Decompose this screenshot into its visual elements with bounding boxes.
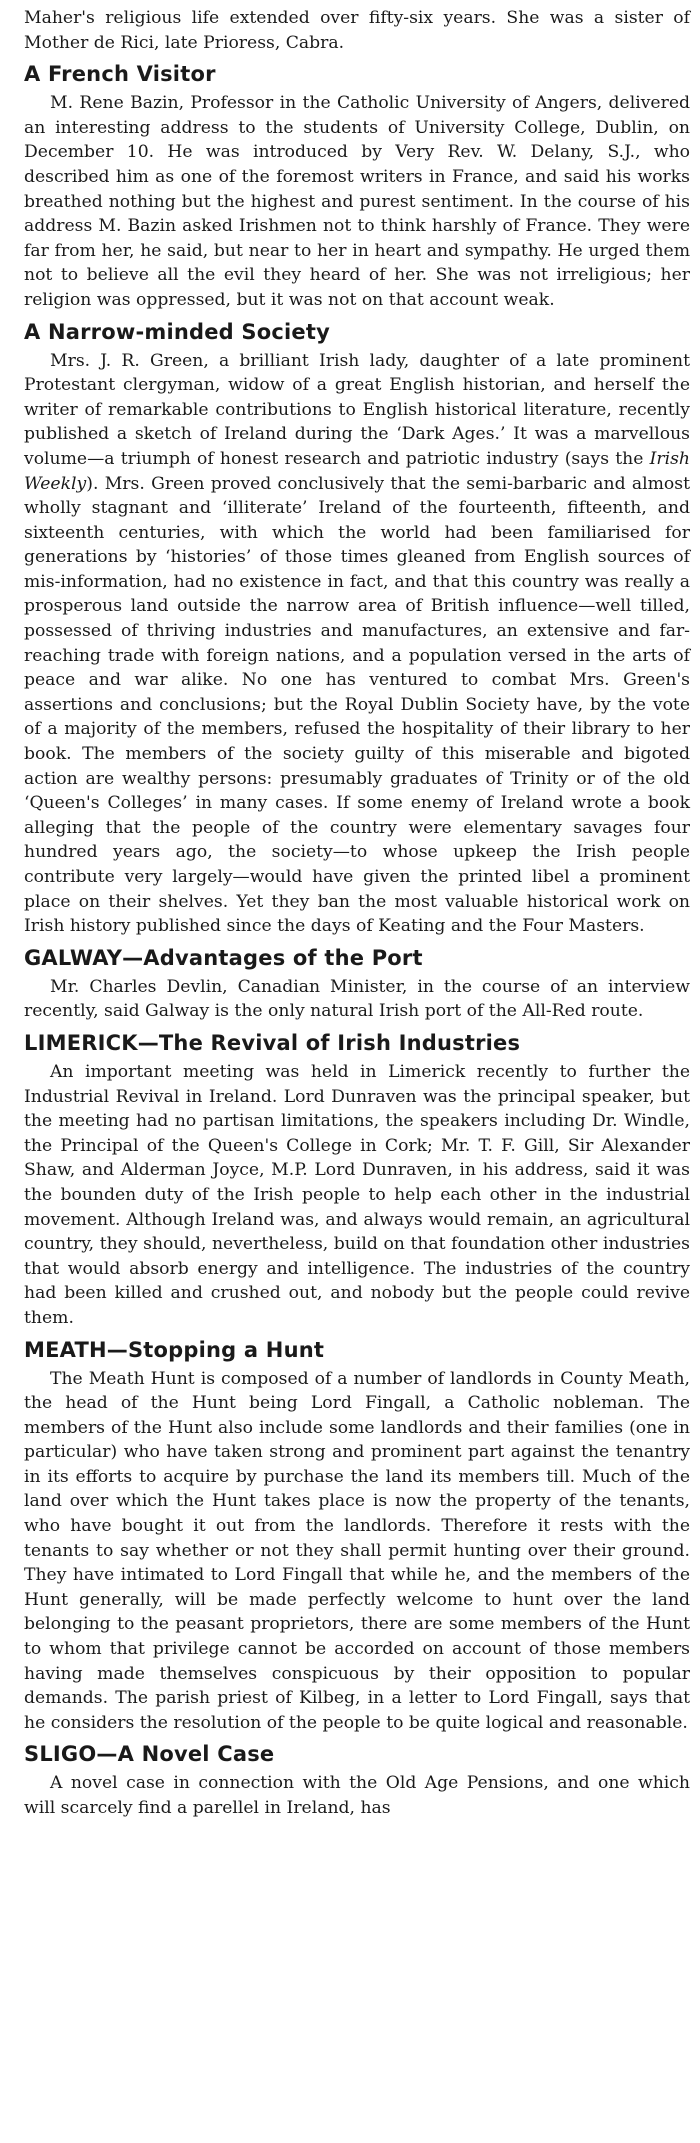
- section-narrow-minded-society: [24, 319, 690, 939]
- section-galway: [24, 945, 690, 1024]
- section-heading: A Narrow-minded Society: [24, 319, 330, 344]
- section-limerick: [24, 1030, 690, 1331]
- section-body: [24, 349, 690, 939]
- body-text-part: Mrs. J. R. Green, a brilliant Irish lady, daughter of a late prominent Protestant clergyman, widow of a great English historian, and herself the writer of remarkable contributions to English historical literature, recently published a sketch of Ireland during the ‘Dark Ages.’ It was a marvellous volume—a triumph of honest research and patriotic industry (says the: [24, 350, 690, 469]
- section-heading: LIMERICK—The Revival of Irish Industries: [24, 1030, 521, 1055]
- body-text-part: ). Mrs. Green proved conclusively that the semi-barbaric and almost wholly stagnant and ‘illiterate’ Ireland of the fourteenth, fifteenth, and sixteenth centuries, with which the world had been familiarised for generations by ‘histories’ of those times gleaned from English sources of mis-information, had no existence in fact, and that this country was really a prosperous land outside the narrow area of British influence—well tilled, possessed of thriving industries and manufactures, an extensive and far-reaching trade with foreign nations, and a population versed in the arts of peace and war alike. No one has ventured to combat Mrs. Green's assertions and conclusions; but the Royal Dublin Society have, by the vote of a majority of the members, refused the hospitality of their library to her book. The members of the society guilty of this miserable and bigoted action are wealthy persons: presumably graduates of Trinity or of the old ‘Queen's Colleges’ in many cases. If some enemy of Ireland wrote a book alleging that the people of the country were elementary savages four hundred years ago, the society—to whose upkeep the Irish people contribute very largely—would have given the printed libel a prominent place on their shelves. Yet they ban the most valuable historical work on Irish history published since the days of Keating and the Four Masters.: [24, 473, 690, 937]
- publication-title: Irish Weekly: [24, 448, 690, 494]
- section-heading: SLIGO—A Novel Case: [24, 1742, 275, 1767]
- section-sligo: [24, 1741, 690, 1820]
- section-heading: A French Visitor: [24, 62, 216, 87]
- section-french-visitor: [24, 61, 690, 312]
- opening-paragraph: Maher's religious life extended over fifty-six years. She was a sister of Mother de Rici, late Prioress, Cabra.: [24, 8, 690, 53]
- section-heading: GALWAY—Advantages of the Port: [24, 945, 423, 970]
- section-body: An important meeting was held in Limerick recently to further the Industrial Revival in Ireland. Lord Dunraven was the principal speaker, but the meeting had no partisan limitations, the speakers including Dr. Windle, the Principal of the Queen's College in Cork; Mr. T. F. Gill, Sir Alexander Shaw, and Alderman Joyce, M.P. Lord Dunraven, in his address, said it was the bounden duty of the Irish people to help each other in the industrial movement. Although Ireland was, and always would remain, an agricultural country, they should, nevertheless, build on that foundation other industries that would absorb energy and intelligence. The industries of the country had been killed and crushed out, and nobody but the people could revive them.: [24, 1061, 690, 1328]
- section-body: The Meath Hunt is composed of a number of landlords in County Meath, the head of the Hunt being Lord Fingall, a Catholic nobleman. The members of the Hunt also include some landlords and their families (one in particular) who have taken strong and prominent part against the tenantry in its efforts to acquire by purchase the land its members till. Much of the land over which the Hunt takes place is now the property of the tenants, who have bought it out from the landlords. Therefore it rests with the tenants to say whether or not they shall permit hunting over their ground. They have intimated to Lord Fingall that while he, and the members of the Hunt generally, will be made perfectly welcome to hunt over the land belonging to the peasant proprietors, there are some members of the Hunt to whom that privilege cannot be accorded on account of those members having made themselves conspicuous by their opposition to popular demands. The parish priest of Kilbeg, in a letter to Lord Fingall, says that he considers the resolution of the people to be quite logical and reasonable.: [24, 1368, 690, 1733]
- section-body: M. Rene Bazin, Professor in the Catholic University of Angers, delivered an interesting address to the students of University College, Dublin, on December 10. He was introduced by Very Rev. W. Delany, S.J., who described him as one of the foremost writers in France, and said his works breathed nothing but the highest and purest sentiment. In the course of his address M. Bazin asked Irishmen not to think harshly of France. They were far from her, he said, but near to her in heart and sympathy. He urged them not to believe all the evil they heard of her. She was not irreligious; her religion was oppressed, but it was not on that account weak.: [24, 93, 690, 310]
- section-meath: [24, 1337, 690, 1736]
- section-body: A novel case in connection with the Old Age Pensions, and one which will scarcely find a parellel in Ireland, has: [24, 1773, 690, 1818]
- section-body: Mr. Charles Devlin, Canadian Minister, in the course of an interview recently, said Galway is the only natural Irish port of the All-Red route.: [24, 976, 690, 1022]
- section-heading: MEATH—Stopping a Hunt: [24, 1337, 325, 1362]
